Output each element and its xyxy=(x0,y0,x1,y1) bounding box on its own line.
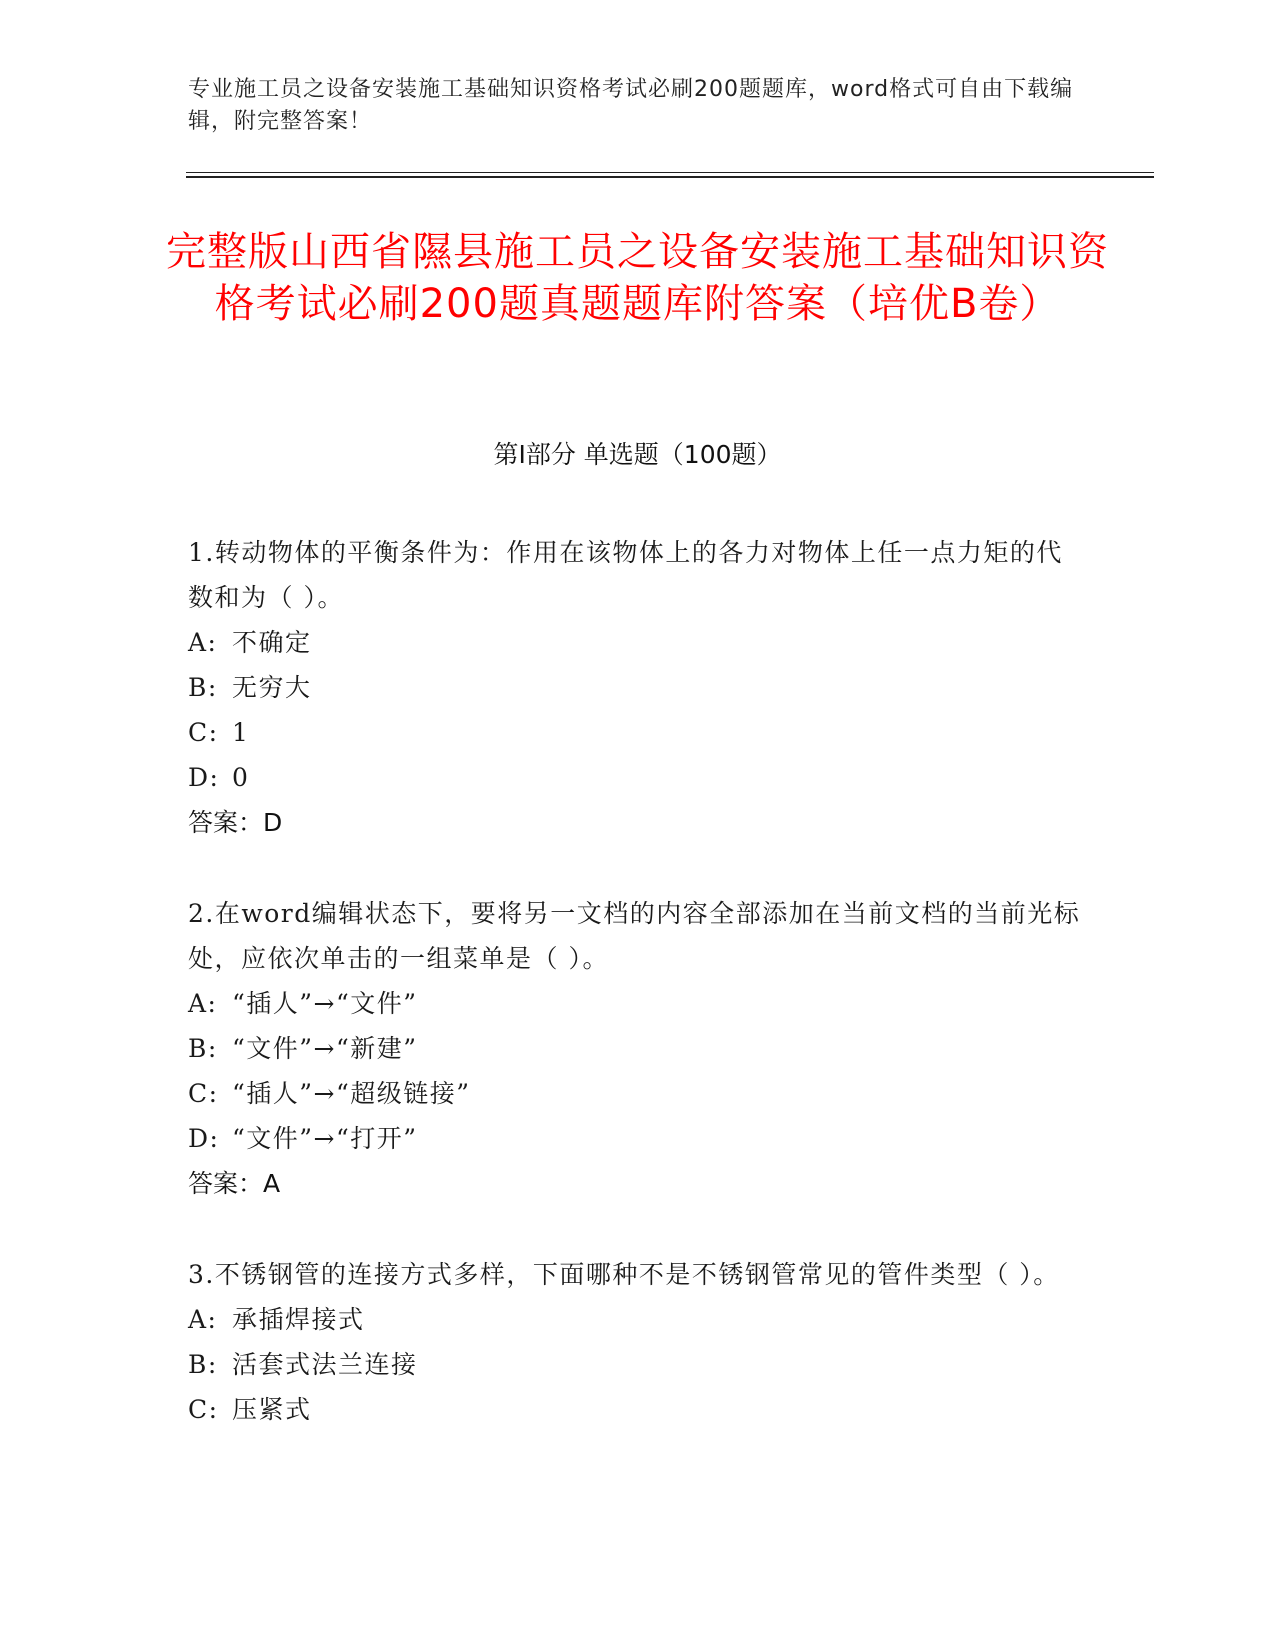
header-rule-bottom xyxy=(186,176,1154,178)
answer-line xyxy=(188,1161,1088,1206)
option-key: B: xyxy=(188,1034,218,1063)
header-rule-top xyxy=(186,172,1154,173)
option-key: B: xyxy=(188,673,218,702)
option-text: 1 xyxy=(232,718,250,747)
option-text: 不确定 xyxy=(232,628,312,657)
answer-prefix: 答案： xyxy=(188,808,264,837)
option-key: C: xyxy=(188,1079,219,1108)
option-key: C: xyxy=(188,718,219,747)
option-c xyxy=(188,1071,1088,1116)
option-key: A: xyxy=(188,628,218,657)
question-1 xyxy=(188,530,1088,845)
option-key: A: xyxy=(188,989,218,1018)
document-title: 完整版山西省隰县施工员之设备安装施工基础知识资格考试必刷200题真题题库附答案（培优B卷） xyxy=(166,229,1109,327)
option-b xyxy=(188,665,1088,710)
option-text: 无穷大 xyxy=(232,673,312,702)
option-key: D: xyxy=(188,1124,220,1153)
option-text: 0 xyxy=(232,763,250,792)
option-d xyxy=(188,1116,1088,1161)
option-text: 承插焊接式 xyxy=(232,1305,365,1334)
option-key: D: xyxy=(188,763,220,792)
option-b xyxy=(188,1342,1088,1387)
option-text: “插人”→“文件” xyxy=(232,989,418,1018)
section-title: 第I部分 单选题（100题） xyxy=(493,440,782,469)
option-key: A: xyxy=(188,1305,218,1334)
option-text: “插人”→“超级链接” xyxy=(232,1079,471,1108)
option-b xyxy=(188,1026,1088,1071)
option-key: B: xyxy=(188,1350,218,1379)
answer-value: A xyxy=(263,1169,281,1198)
answer-value: D xyxy=(263,808,283,837)
answer-prefix: 答案： xyxy=(188,1169,264,1198)
question-3 xyxy=(188,1252,1088,1432)
question-list xyxy=(188,530,1088,1478)
option-c xyxy=(188,1387,1088,1432)
option-d xyxy=(188,755,1088,800)
answer-line xyxy=(188,800,1088,845)
question-stem: 3.不锈钢管的连接方式多样，下面哪种不是不锈钢管常见的管件类型（ ）。 xyxy=(188,1260,1060,1289)
option-a xyxy=(188,1297,1088,1342)
option-text: 活套式法兰连接 xyxy=(232,1350,418,1379)
question-2 xyxy=(188,891,1088,1206)
option-a xyxy=(188,981,1088,1026)
option-text: “文件”→“打开” xyxy=(232,1124,418,1153)
option-text: 压紧式 xyxy=(232,1395,312,1424)
question-stem: 1.转动物体的平衡条件为：作用在该物体上的各力对物体上任一点力矩的代数和为（ ）。 xyxy=(188,538,1063,612)
header-note: 专业施工员之设备安装施工基础知识资格考试必刷200题题库，word格式可自由下载编辑，附完整答案！ xyxy=(188,77,1074,134)
option-a xyxy=(188,620,1088,665)
option-key: C: xyxy=(188,1395,219,1424)
option-c xyxy=(188,710,1088,755)
option-text: “文件”→“新建” xyxy=(232,1034,418,1063)
question-stem: 2.在word编辑状态下，要将另一文档的内容全部添加在当前文档的当前光标处，应依次单击的一组菜单是（ ）。 xyxy=(188,899,1081,973)
